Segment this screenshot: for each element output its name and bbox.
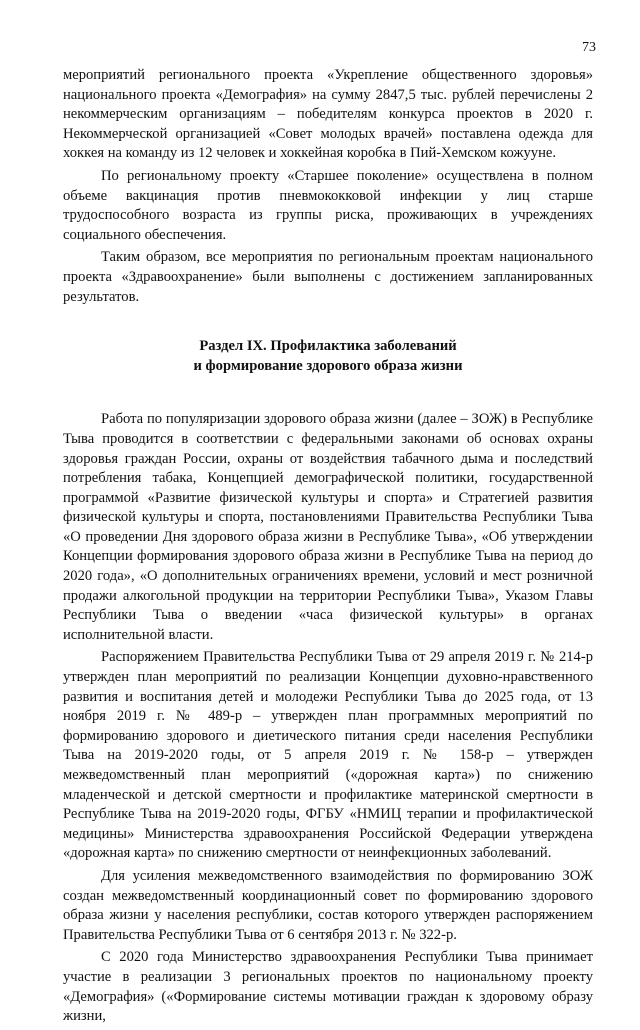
paragraph: С 2020 года Министерство здравоохранения Республики Тыва принимает участие в реализации 3 региональных проектов по национальному проекту «Демография» («Формирование системы мотивации граждан к здоровому образу жизни, [63,949,593,1025]
section-heading-line: и формирование здорового образа жизни [193,357,463,374]
paragraph: Работа по популяризации здорового образа жизни (далее – ЗОЖ) в Республике Тыва проводится в соответствии с федеральными законами об основах охраны здоровья граждан России, охраны от воздействия табачного дыма и последствий потребления табака, Концепцией демографической политики, государственной программой «Развитие физической культуры и спорта» и Стратегией развития физической культуры и спорта, постановлениями Правительства Республики Тыва «О проведении Дня здорового образа жизни в Республике Тыва», «Об утверждении Концепции формирования здорового образа жизни в Республике Тыва на период до 2020 года», «О дополнительных ограничениях времени, условий и мест розничной продажи алкогольной продукции на территории Республики Тыва», Указом Главы Республики Тыва о введении «часа физической культуры» в органах исполнительной власти. [63,411,593,643]
paragraph: Для усиления межведомственного взаимодействия по формированию ЗОЖ создан межведомственный координационный совет по формированию здорового образа жизни у населения республики, состав которого утвержден распоряжением Правительства Республики Тыва от 6 сентября 2013 г. № 322-р. [63,867,593,943]
section-heading [63,337,593,376]
paragraph: Распоряжением Правительства Республики Тыва от 29 апреля 2019 г. № 214-р утвержден план мероприятий по реализации Концепции духовно-нравственного развития и воспитания детей и молодежи Республики Тыва до 2025 года, от 13 ноября 2019 г. № 489-р – утвержден план программных мероприятий по формированию здорового и диетического питания среди населения Республики Тыва на 2019-2020 годы, от 5 апреля 2019 г. № 158-р – утвержден межведомственный план мероприятий («дорожная карта») по снижению младенческой и детской смертности и профилактике материнской смертности в Республике Тыва на 2019-2020 годы, ФГБУ «НМИЦ терапии и профилактической медицины» Министерства здравоохранения Российской Федерации утверждена «дорожная карта» по снижению смертности от неинфекционных заболеваний. [63,649,593,862]
page-number: 73 [582,40,596,55]
paragraph: Таким образом, все мероприятия по региональным проектам национального проекта «Здравоохранение» были выполнены с достижением запланированных результатов. [63,249,593,305]
paragraph: По региональному проекту «Старшее поколение» осуществлена в полном объеме вакцинация против пневмококковой инфекции у лиц старше трудоспособного возраста из группы риска, проживающих в учреждениях социального обеспечения. [63,167,593,243]
section-heading-line: Раздел IX. Профилактика заболеваний [199,338,457,355]
paragraph: мероприятий регионального проекта «Укрепление общественного здоровья» национального проекта «Демография» на сумму 2847,5 тыс. рублей перечислены 2 некоммерческим организациям – победителям конкурса проектов в 2020 г. Некоммерческой организацией «Совет молодых врачей» поставлена одежда для хоккея на команду из 12 человек и хоккейная коробка в Пий-Хемском кожууне. [63,67,593,162]
document-body [63,66,593,1030]
